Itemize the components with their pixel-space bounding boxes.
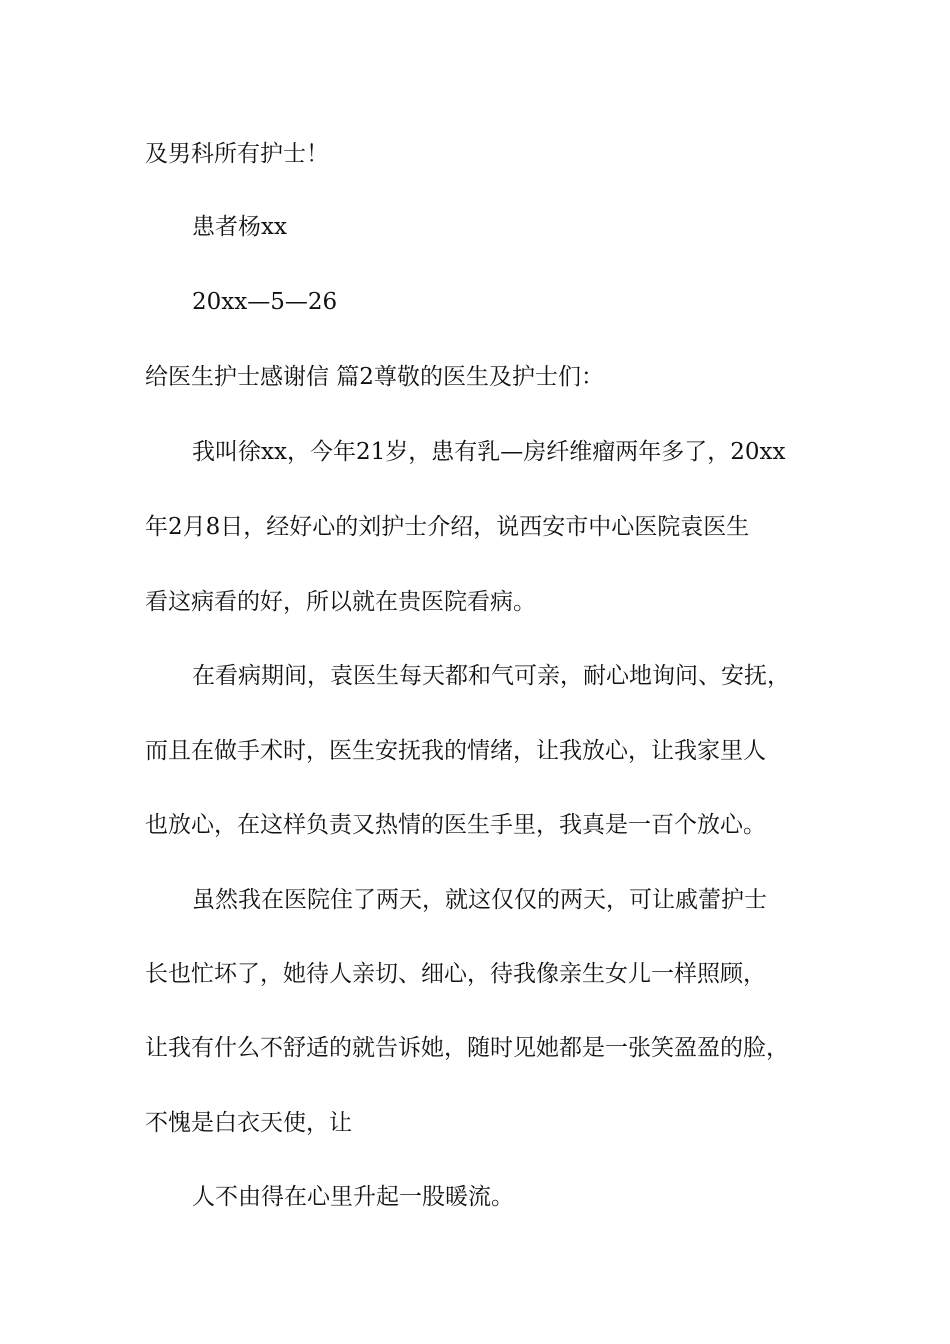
paragraph-line: 长也忙坏了，她待人亲切、细心，待我像亲生女儿一样照顾， [145,961,766,987]
paragraph-line: 年2月8日，经好心的刘护士介绍，说西安市中心医院袁医生 [145,514,750,540]
signature-name: 患者杨xx [192,214,287,240]
signature-date: 20xx—5—26 [192,289,338,315]
section-heading: 给医生护士感谢信 篇2尊敬的医生及护士们： [145,364,604,390]
paragraph-line: 在看病期间，袁医生每天都和气可亲，耐心地询问、安抚， [192,663,790,689]
paragraph-line: 我叫徐xx，今年21岁，患有乳—房纤维瘤两年多了，20xx [192,439,786,465]
paragraph-line: 而且在做手术时，医生安抚我的情绪，让我放心，让我家里人 [145,738,766,764]
paragraph-line: 也放心，在这样负责又热情的医生手里，我真是一百个放心。 [145,812,766,838]
paragraph-line: 让我有什么不舒适的就告诉她，随时见她都是一张笑盈盈的脸， [145,1035,789,1061]
paragraph-line: 不愧是白衣天使，让 [145,1110,352,1136]
paragraph-line: 看这病看的好，所以就在贵医院看病。 [145,589,536,615]
paragraph-line: 虽然我在医院住了两天，就这仅仅的两天，可让戚蕾护士 [192,887,767,913]
paragraph-line: 人不由得在心里升起一股暖流。 [192,1184,514,1210]
text-line: 及男科所有护士！ [145,141,329,167]
